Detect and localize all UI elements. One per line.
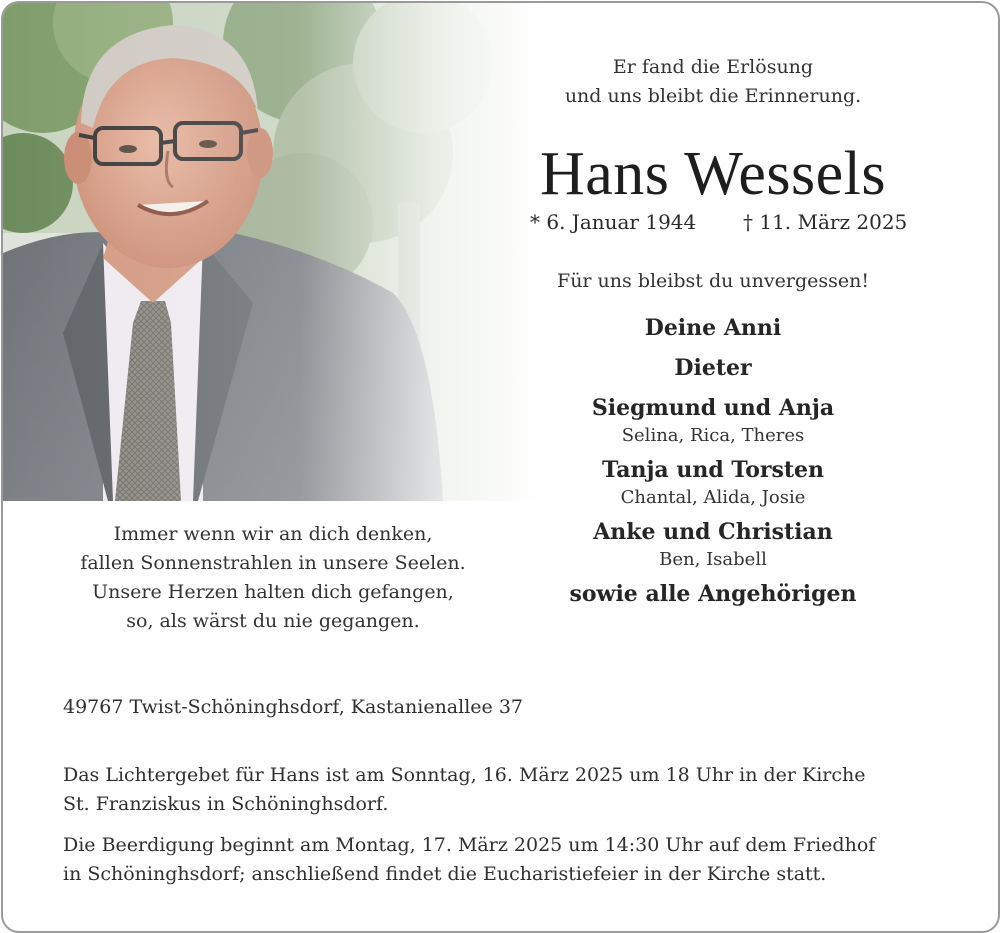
mourner-name: Dieter <box>674 355 752 381</box>
memorial-subtitle: Für uns bleibst du unvergessen! <box>557 270 869 292</box>
poem-line: fallen Sonnenstrahlen in unsere Seelen. <box>80 552 466 574</box>
home-address <box>63 693 943 722</box>
memorial-poem <box>43 520 503 636</box>
poem-line: Unsere Herzen halten dich gefangen, <box>92 581 454 603</box>
prayer-announcement <box>63 761 943 819</box>
poem-line: so, als wärst du nie gegangen. <box>126 610 420 632</box>
mourner-name: Siegmund und Anja <box>591 395 835 421</box>
mourner-name: Tanja und Torsten <box>601 457 825 483</box>
mourners-list <box>543 313 883 609</box>
mourner-children: Chantal, Alida, Josie <box>620 487 806 508</box>
obituary-card <box>1 1 1000 933</box>
intro-quote <box>543 53 883 111</box>
portrait-photo <box>3 3 543 501</box>
intro-quote-line: Er fand die Erlösung <box>612 56 814 78</box>
poem-line: Immer wenn wir an dich denken, <box>113 523 433 545</box>
intro-quote-line: und uns bleibt die Erinnerung. <box>564 85 862 107</box>
mourner-name: Anke und Christian <box>593 519 833 545</box>
birth-date: * 6. Januar 1944 <box>530 210 697 234</box>
announcement-line: Das Lichtergebet für Hans ist am Sonntag, 16. März 2025 um 18 Uhr in der Kirche <box>63 764 866 786</box>
address-line: 49767 Twist-Schöninghsdorf, Kastanienallee 37 <box>63 696 523 718</box>
portrait-illustration <box>3 3 543 501</box>
death-date: † 11. März 2025 <box>743 210 908 234</box>
announcement-line: Die Beerdigung beginnt am Montag, 17. März 2025 um 14:30 Uhr auf dem Friedhof <box>63 834 876 856</box>
mourner-children: Selina, Rica, Theres <box>621 425 805 446</box>
mourner-children: Ben, Isabell <box>659 549 767 570</box>
announcement-line: in Schöninghsdorf; anschließend findet die Eucharistiefeier in der Kirche statt. <box>63 863 827 885</box>
mourner-name: sowie alle Angehörigen <box>569 581 857 607</box>
funeral-announcement <box>63 831 943 889</box>
mourner-name: Deine Anni <box>644 315 782 341</box>
announcement-line: St. Franziskus in Schöninghsdorf. <box>63 793 389 815</box>
deceased-name: Hans Wessels <box>539 140 886 208</box>
